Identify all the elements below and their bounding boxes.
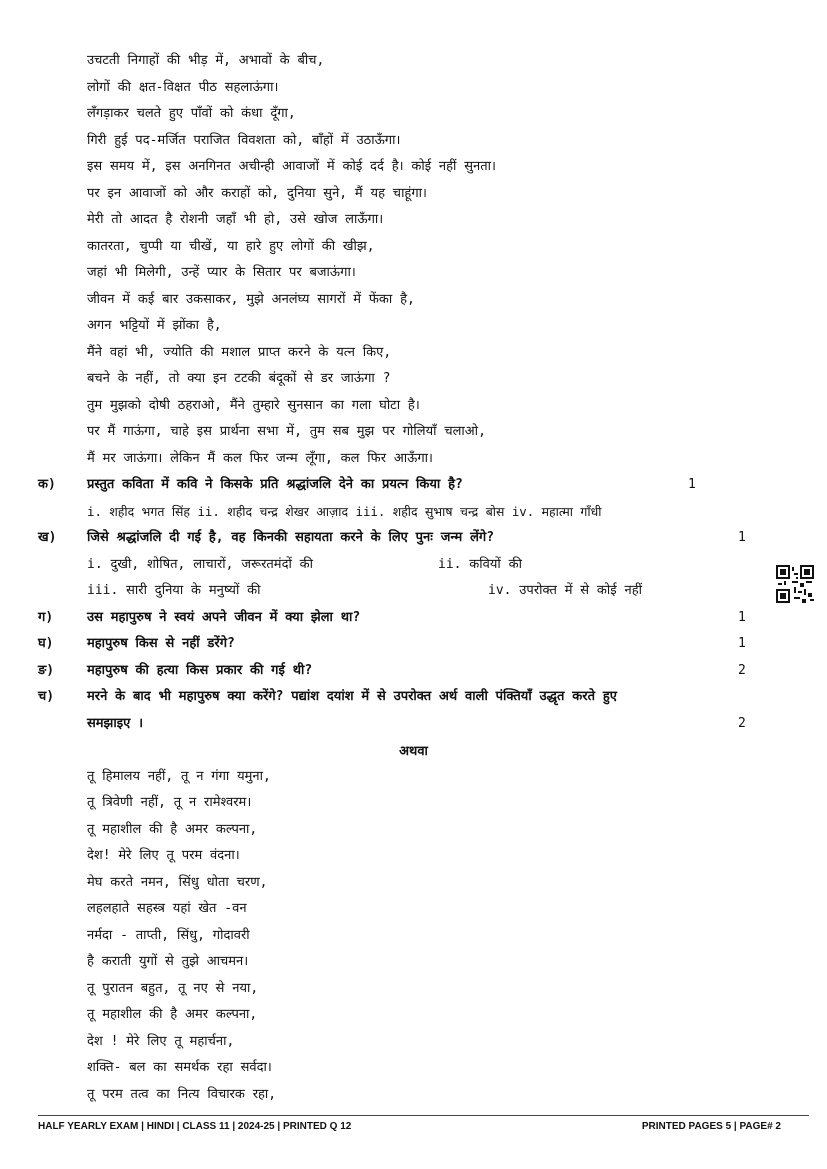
poem-line: मेघ करते नमन, सिंधु धोता चरण, <box>87 875 268 890</box>
qr-code-icon <box>776 565 814 603</box>
poem-line: लहलहाते सहस्त्र यहां खेत -वन <box>87 901 247 916</box>
option: ii. कवियों की <box>438 557 522 572</box>
option: iii. सारी दुनिया के मनुष्यों की <box>87 583 261 598</box>
question-label: ख) <box>38 530 57 545</box>
poem-line: इस समय में, इस अनगिनत अचीन्ही आवाजों में कोई दर्द है। कोई नहीं सुनता। <box>87 159 496 174</box>
question-label: ङ) <box>38 663 55 678</box>
question-label: च) <box>38 689 55 704</box>
poem-line: तुम मुझको दोषी ठहराओ, मैंने तुम्हारे सुनसान का गला घोटा है। <box>87 398 420 413</box>
poem-line: तू महाशील की है अमर कल्पना, <box>87 1007 258 1022</box>
question-label: घ) <box>38 636 54 651</box>
question-label: ग) <box>38 610 54 625</box>
poem-line: है कराती युगों से तुझे आचमन। <box>87 954 249 969</box>
poem-line: तू परम तत्व का नित्य विचारक रहा, <box>87 1087 277 1102</box>
question-text: जिसे श्रद्धांजलि दी गई है, वह किनकी सहायता करने के लिए पुनः जन्म लेंगे? <box>87 530 495 545</box>
poem-line: लोगों की क्षत-विक्षत पीठ सहलाऊंगा। <box>87 80 279 95</box>
poem-line: बचने के नहीं, तो क्या इन टटकी बंदूकों से डर जाऊंगा ? <box>87 371 391 386</box>
footer-left: HALF YEARLY EXAM | HINDI | CLASS 11 | 2024-25 | PRINTED Q 12 <box>38 1121 352 1132</box>
question-marks: 1 <box>738 530 746 545</box>
footer-right: PRINTED PAGES 5 | PAGE# 2 <box>641 1121 781 1132</box>
poem-line: देश! मेरे लिए तू परम वंदना। <box>87 848 240 863</box>
poem-line: मैंने वहां भी, ज्योति की मशाल प्राप्त करने के यत्न किए, <box>87 345 392 360</box>
poem-line: मैं मर जाऊंगा। लेकिन मैं कल फिर जन्म लूँगा, कल फिर आऊँगा। <box>87 451 433 466</box>
poem-line: तू महाशील की है अमर कल्पना, <box>87 822 258 837</box>
question-text: महापुरुष की हत्या किस प्रकार की गई थी? <box>87 663 313 678</box>
poem-line: पर इन आवाजों को और कराहों को, दुनिया सुने, मैं यह चाहूंगा। <box>87 186 427 201</box>
poem-line: अगन भट्टियों में झोंका है, <box>87 318 222 333</box>
poem-line: शक्ति- बल का समर्थक रहा सर्वदा। <box>87 1060 272 1075</box>
poem-line: लँगड़ाकर चलते हुए पाँवों को कंधा दूँगा, <box>87 106 296 121</box>
poem-line: पर मैं गाऊंगा, चाहे इस प्रार्थना सभा में, तुम सब मुझ पर गोलियाँ चलाओ, <box>87 424 486 439</box>
question-text: मरने के बाद भी महापुरुष क्या करेंगे? पद्यांश दयांश में से उपरोक्त अर्थ वाली पंक्तियाँ उद्धृत करते हुए <box>87 689 617 704</box>
question-text: महापुरुष किस से नहीं डरेंगे? <box>87 636 235 651</box>
question-label: क) <box>38 477 56 492</box>
question-marks: 2 <box>738 716 746 731</box>
question-text-continued: समझाइए । <box>87 716 144 731</box>
poem-line: तू पुरातन बहुत, तू नए से नया, <box>87 981 259 996</box>
poem-line: कातरता, चुप्पी या चीखें, या हारे हुए लोगों की खीझ, <box>87 239 375 254</box>
option: i. दुखी, शोषित, लाचारों, जरूरतमंदों की <box>87 557 314 572</box>
poem-line: गिरी हुई पद-मर्जित पराजित विवशता को, बाँहों में उठाऊँगा। <box>87 133 401 148</box>
athva-heading: अथवा <box>399 744 428 759</box>
question-text: उस महापुरुष ने स्वयं अपने जीवन में क्या झेला था? <box>87 610 361 625</box>
question-marks: 1 <box>688 477 696 492</box>
question-marks: 1 <box>738 636 746 651</box>
poem-line: देश ! मेरे लिए तू महार्चना, <box>87 1034 235 1049</box>
poem-line: जहां भी मिलेगी, उन्हें प्यार के सितार पर बजाऊंगा। <box>87 265 356 280</box>
question-marks: 1 <box>738 610 746 625</box>
footer-divider <box>38 1115 809 1116</box>
poem-line: तू हिमालय नहीं, तू न गंगा यमुना, <box>87 769 271 784</box>
poem-line: उचटती निगाहों की भीड़ में, अभावों के बीच, <box>87 53 325 68</box>
poem-line: जीवन में कई बार उकसाकर, मुझे अनलंघ्य सागरों में फेंका है, <box>87 292 415 307</box>
poem-line: नर्मदा - ताप्ती, सिंधु, गोदावरी <box>87 928 250 943</box>
question-options: i. शहीद भगत सिंह ii. शहीद चन्द्र शेखर आज़ाद iii. शहीद सुभाष चन्द्र बोस iv. महात्मा गाँधी <box>87 504 602 519</box>
poem-line: तू त्रिवेणी नहीं, तू न रामेश्वरम। <box>87 795 252 810</box>
option: iv. उपरोक्त में से कोई नहीं <box>488 583 642 598</box>
question-marks: 2 <box>738 663 746 678</box>
question-text: प्रस्तुत कविता में कवि ने किसके प्रति श्रद्धांजलि देने का प्रयत्न किया है? <box>87 477 463 492</box>
poem-line: मेरी तो आदत है रोशनी जहाँ भी हो, उसे खोज लाऊँगा। <box>87 212 384 227</box>
